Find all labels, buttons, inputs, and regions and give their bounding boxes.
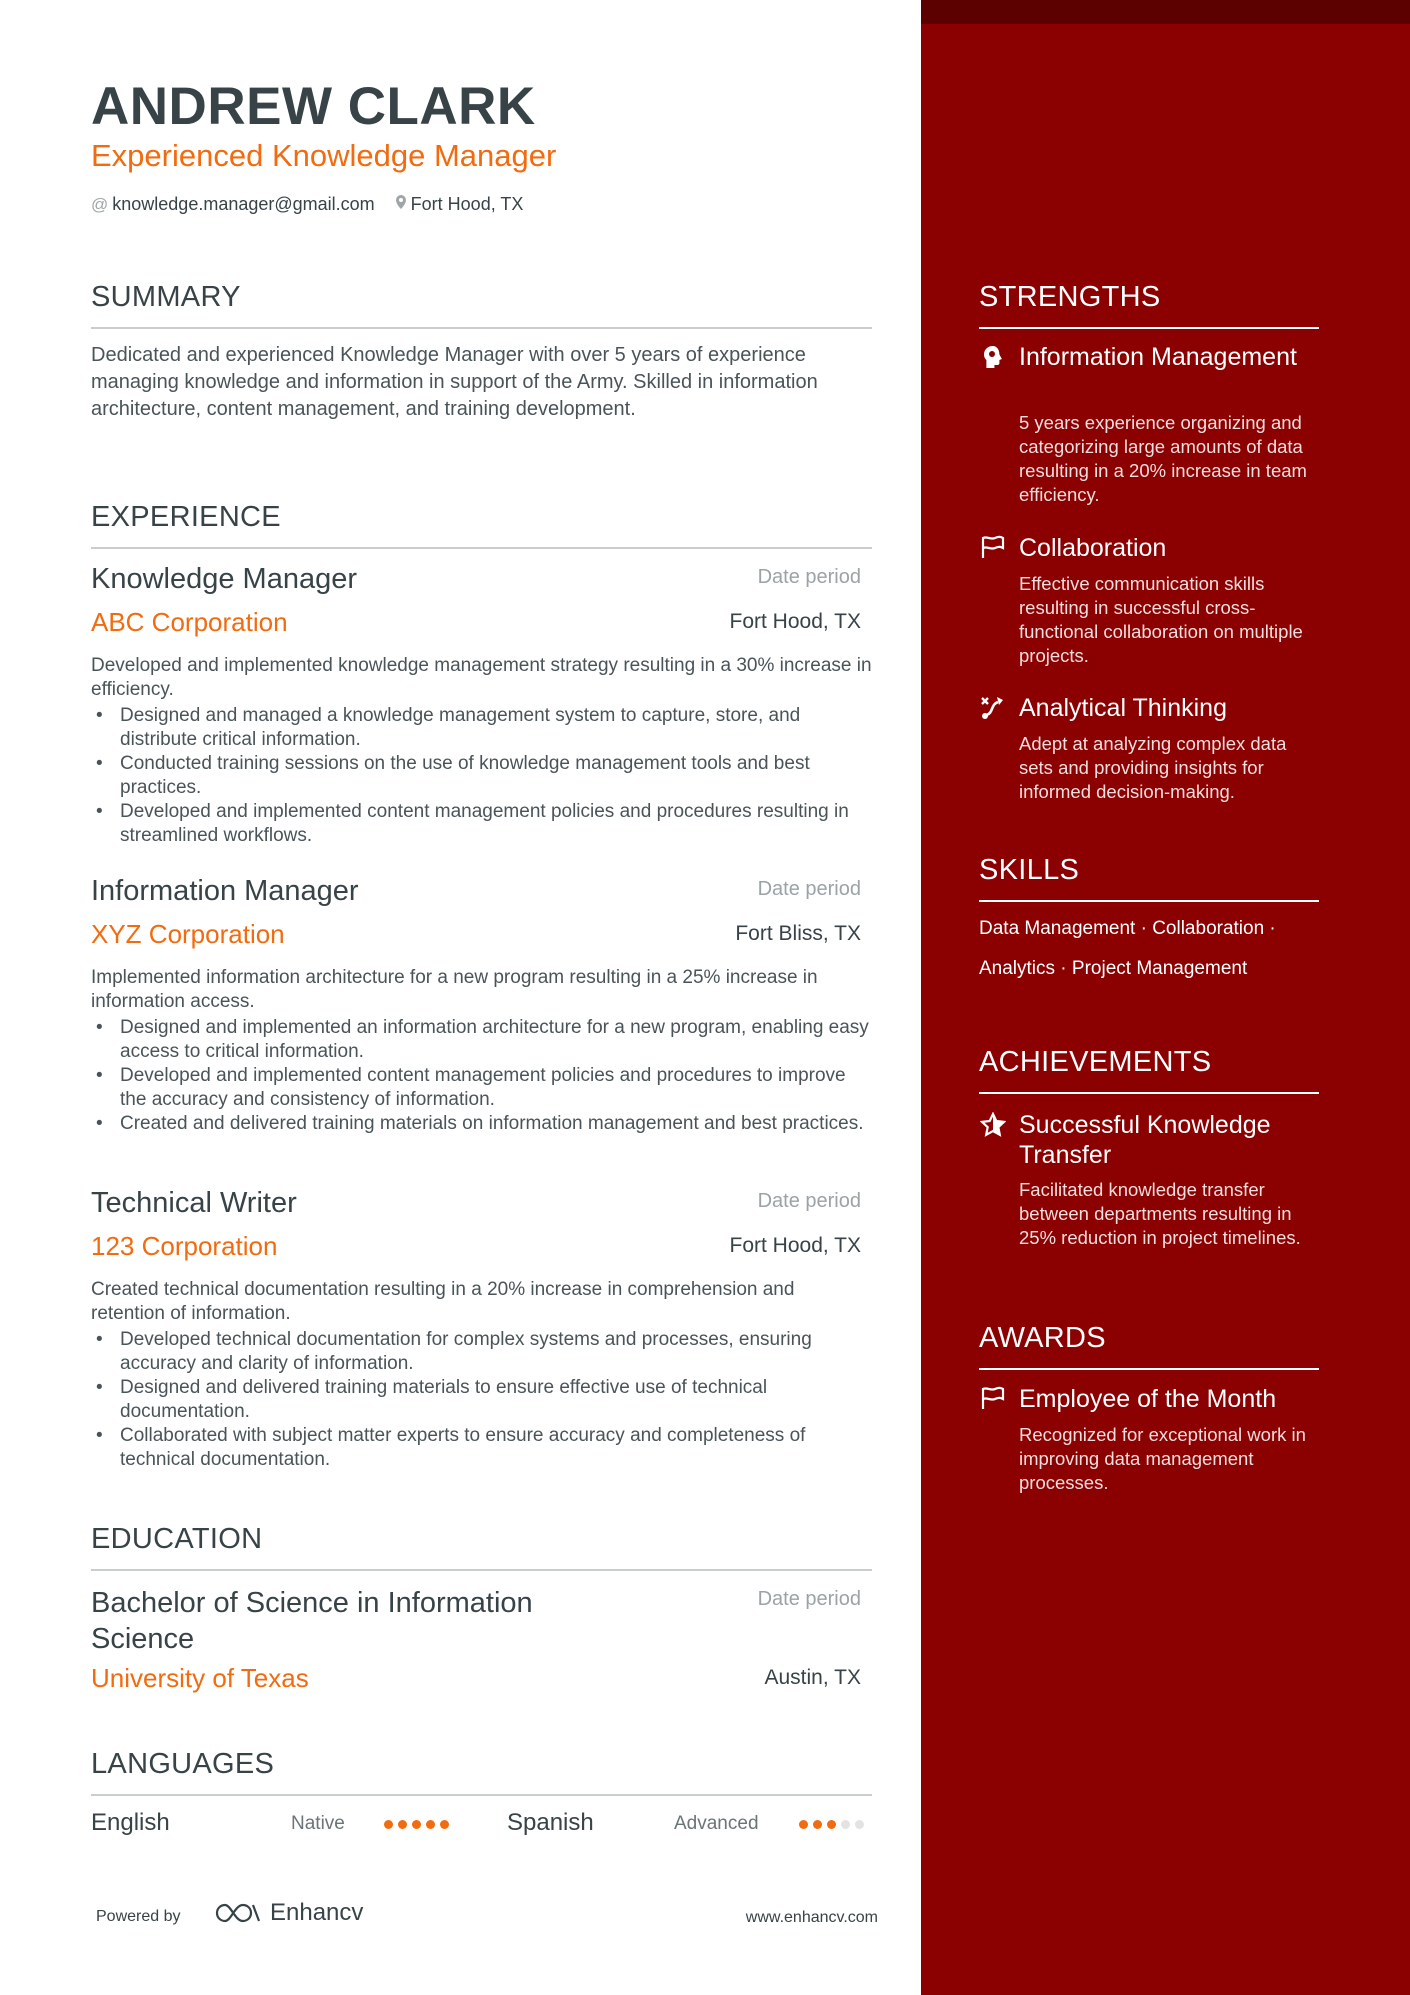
language-level: Advanced [674, 1813, 759, 1834]
divider [91, 547, 872, 549]
job-role: Knowledge Manager [91, 563, 358, 595]
rating-dot-filled [827, 1820, 836, 1829]
list-item: • Conducted training sessions on the use of knowledge management tools and best practices. [91, 752, 872, 800]
education-location: Austin, TX [764, 1666, 861, 1689]
job-bullets [91, 704, 872, 848]
divider [91, 1569, 872, 1571]
email-link[interactable]: knowledge.manager@gmail.com [112, 194, 375, 214]
rating-dot-filled [813, 1820, 822, 1829]
enhancv-logo-icon [214, 1901, 262, 1925]
rating-dot-filled [426, 1820, 435, 1829]
strength-text: 5 years experience organizing and categorizing large amounts of data resulting in a 20% increase in team efficiency. [1019, 412, 1307, 505]
skills-heading: SKILLS [979, 854, 1080, 886]
rating-dot-empty [841, 1820, 850, 1829]
job-description: Created technical documentation resulting in a 20% increase in comprehension and retention of information. [91, 1279, 795, 1324]
route-icon [979, 695, 1007, 723]
enhancv-url[interactable]: www.enhancv.com [745, 1909, 878, 1926]
job-role: Information Manager [91, 875, 359, 907]
list-item: • Designed and managed a knowledge management system to capture, store, and distribute critical information. [91, 704, 872, 752]
map-pin-icon [395, 194, 407, 215]
strength-title: Analytical Thinking [1019, 694, 1227, 722]
job-location: Fort Hood, TX [729, 610, 861, 633]
list-item: • Developed and implemented content management policies and procedures to improve the accuracy and consistency of information. [91, 1064, 872, 1112]
contact-row [91, 194, 523, 215]
job-description: Implemented information architecture for a new program resulting in a 25% increase in information access. [91, 967, 818, 1012]
language-name: English [91, 1809, 170, 1836]
strength-text: Effective communication skills resulting in successful cross-functional collaboration on multiple projects. [1019, 573, 1303, 666]
skills-line: Data Management · Collaboration · [979, 918, 1276, 939]
star-icon [979, 1112, 1007, 1140]
sidebar-top-bar [921, 0, 1410, 24]
award-text: Recognized for exceptional work in improving data management processes. [1019, 1424, 1306, 1493]
language-rating [799, 1820, 864, 1829]
job-location: Fort Bliss, TX [735, 922, 861, 945]
enhancv-brand: Enhancv [270, 1899, 364, 1926]
education-school: University of Texas [91, 1663, 309, 1693]
summary-text: Dedicated and experienced Knowledge Manager with over 5 years of experience managing knowledge and information in support of the Army. Skilled in information architecture, content management, and training development. [91, 344, 818, 420]
rating-dot-filled [440, 1820, 449, 1829]
location-text: Fort Hood, TX [410, 194, 524, 214]
brain-head-icon [979, 344, 1007, 372]
divider [91, 1794, 872, 1796]
job-date: Date period [757, 1190, 861, 1212]
at-icon: @ [91, 194, 109, 214]
list-item: • Created and delivered training materials on information management and best practices. [91, 1112, 872, 1136]
rating-dot-filled [384, 1820, 393, 1829]
languages-heading: LANGUAGES [91, 1748, 275, 1780]
list-item: • Developed and implemented content management policies and procedures resulting in streamlined workflows. [91, 800, 872, 848]
education-heading: EDUCATION [91, 1523, 263, 1555]
awards-heading: AWARDS [979, 1322, 1106, 1354]
flag-icon [979, 535, 1007, 563]
education-date: Date period [757, 1588, 861, 1610]
divider [979, 327, 1319, 329]
flag-icon [979, 1386, 1007, 1414]
list-item: • Collaborated with subject matter experts to ensure accuracy and completeness of technical documentation. [91, 1424, 872, 1472]
job-role: Technical Writer [91, 1187, 297, 1219]
skills-list [979, 909, 1319, 989]
job-bullets [91, 1016, 872, 1136]
powered-by-label: Powered by [96, 1908, 181, 1925]
job-location: Fort Hood, TX [729, 1234, 861, 1257]
strengths-heading: STRENGTHS [979, 281, 1161, 313]
job-company: XYZ Corporation [91, 919, 285, 949]
rating-dot-filled [799, 1820, 808, 1829]
rating-dot-filled [398, 1820, 407, 1829]
language-level: Native [291, 1813, 345, 1834]
strength-text: Adept at analyzing complex data sets and providing insights for informed decision-making. [1019, 733, 1287, 802]
list-item: • Developed technical documentation for complex systems and processes, ensuring accuracy and clarity of information. [91, 1328, 872, 1376]
rating-dot-empty [855, 1820, 864, 1829]
job-date: Date period [757, 566, 861, 588]
job-bullets [91, 1328, 872, 1472]
rating-dot-filled [412, 1820, 421, 1829]
divider [979, 1368, 1319, 1370]
job-company: ABC Corporation [91, 607, 288, 637]
skills-line: Analytics · Project Management [979, 958, 1248, 979]
list-item: • Designed and implemented an information architecture for a new program, enabling easy access to critical information. [91, 1016, 872, 1064]
achievement-text: Facilitated knowledge transfer between departments resulting in 25% reduction in project timelines. [1019, 1179, 1301, 1248]
candidate-title: Experienced Knowledge Manager [91, 138, 557, 173]
education-degree: Bachelor of Science in Information Science [91, 1587, 533, 1655]
achievements-heading: ACHIEVEMENTS [979, 1046, 1212, 1078]
summary-heading: SUMMARY [91, 281, 241, 313]
divider [91, 327, 872, 329]
experience-heading: EXPERIENCE [91, 501, 281, 533]
divider [979, 1092, 1319, 1094]
job-company: 123 Corporation [91, 1231, 278, 1261]
list-item: • Designed and delivered training materials to ensure effective use of technical documentation. [91, 1376, 872, 1424]
candidate-name: ANDREW CLARK [91, 77, 536, 136]
language-name: Spanish [507, 1809, 594, 1836]
achievement-title: Successful Knowledge Transfer [1019, 1111, 1271, 1169]
job-description: Developed and implemented knowledge management strategy resulting in a 30% increase in efficiency. [91, 655, 872, 700]
strength-title: Information Management [1019, 343, 1297, 371]
strength-title: Collaboration [1019, 534, 1167, 562]
job-date: Date period [757, 878, 861, 900]
language-rating [384, 1820, 449, 1829]
enhancv-logo[interactable] [214, 1899, 363, 1927]
award-title: Employee of the Month [1019, 1385, 1277, 1413]
divider [979, 900, 1319, 902]
